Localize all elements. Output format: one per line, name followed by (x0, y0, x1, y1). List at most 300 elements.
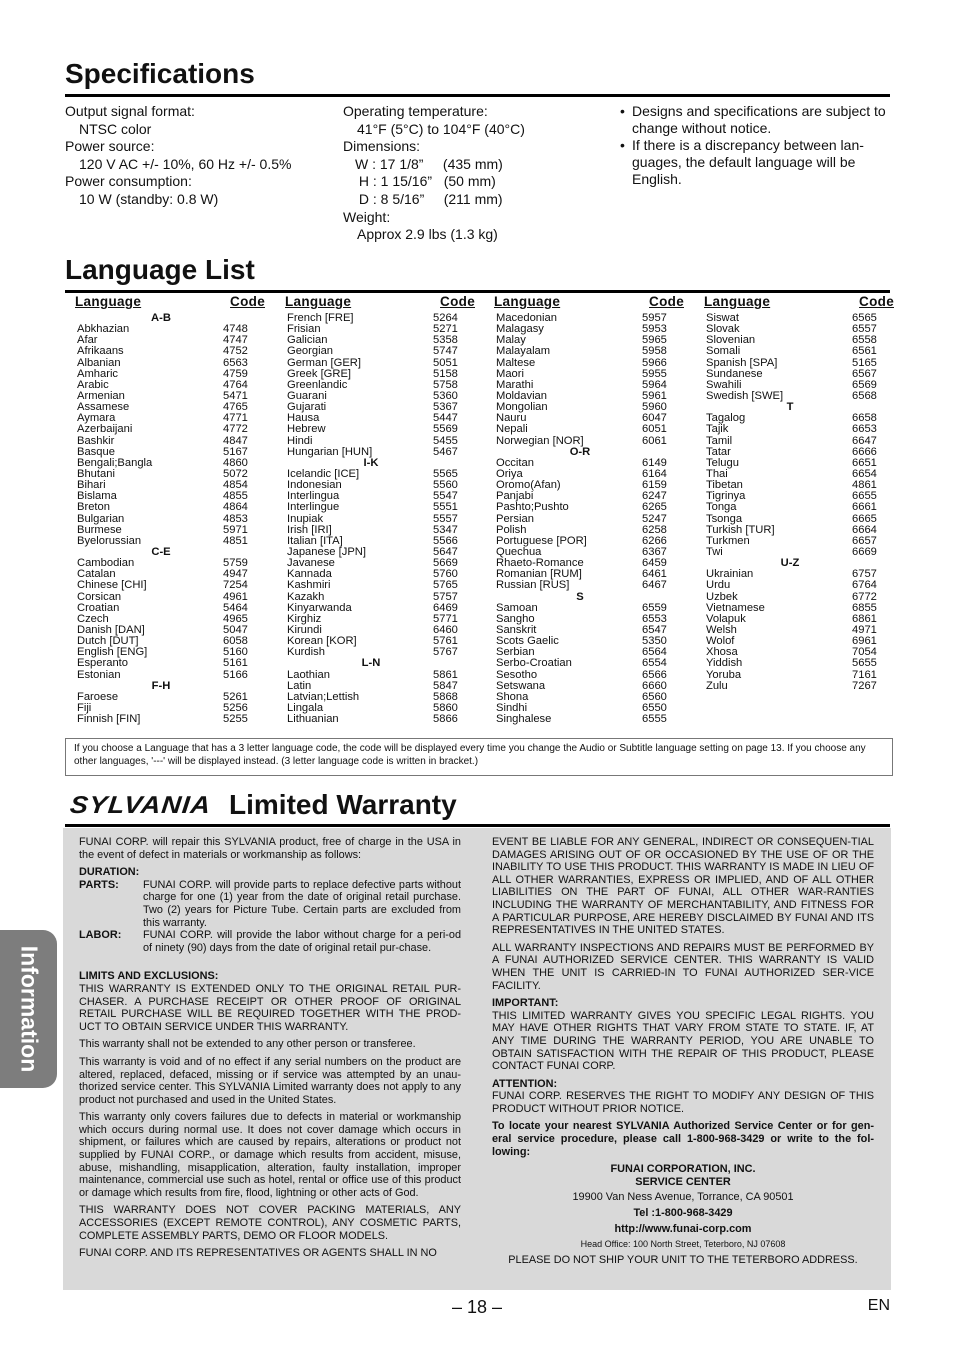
language-code: 4864 (223, 501, 248, 514)
information-tab-label: Information (16, 945, 42, 1073)
language-name: Croatian (77, 602, 120, 614)
language-name: Swedish [SWE] (706, 390, 784, 402)
language-code: 6247 (642, 490, 667, 503)
language-name: Tsonga (706, 513, 743, 525)
language-column-1 (75, 293, 265, 725)
language-code: 5160 (223, 646, 248, 659)
language-row (77, 536, 265, 547)
language-code: 6647 (852, 434, 877, 447)
language-name: Hindi (287, 435, 313, 447)
language-code: 5360 (433, 389, 458, 402)
code-header: Code (230, 294, 265, 309)
language-code: 5166 (223, 668, 248, 681)
language-code: 6564 (642, 646, 667, 659)
language-group-heading: I-K (363, 456, 379, 469)
language-code: 4961 (223, 590, 248, 603)
language-code: 6460 (433, 623, 458, 636)
warranty-heading (70, 789, 457, 821)
language-name: Zulu (706, 680, 728, 692)
spec-note-2: • If there is a discrepancy between lan-guages, the default language will be English. (620, 137, 890, 188)
language-code: 5861 (433, 668, 458, 681)
language-name: Setswana (496, 680, 546, 692)
language-row (287, 447, 475, 458)
no-ship-note: PLEASE DO NOT SHIP YOUR UNIT TO THE TETERBORO ADDRESS. (508, 1253, 858, 1266)
language-code: 6459 (642, 557, 667, 570)
language-code: 4759 (223, 367, 248, 380)
language-row (496, 658, 684, 669)
language-name: Byelorussian (77, 535, 142, 547)
language-code: 6565 (852, 312, 877, 324)
language-name: Marathi (496, 379, 534, 391)
language-code: 5047 (223, 623, 248, 636)
language-name: Breton (77, 502, 110, 514)
language-code: 5271 (433, 323, 458, 336)
language-code: 5771 (433, 612, 458, 625)
language-name: Mongolian (496, 402, 548, 414)
language-group-heading: S (576, 590, 584, 603)
dimension-width: W : 17 1/8” (435 mm) (355, 155, 503, 172)
language-group-heading: O-R (569, 445, 591, 458)
language-code: 5958 (642, 345, 667, 358)
language-code: 5161 (223, 657, 248, 670)
language-name: Fiji (77, 702, 92, 714)
language-name: Telugu (706, 457, 739, 469)
important-text: THIS LIMITED WARRANTY GIVES YOU SPECIFIC LEGAL RIGHTS. YOU MAY HAVE OTHER RIGHTS THAT VARY FROM STATE TO STATE. IF, AT ANY TIME DURING THE WARRANTY PERIOD, YOU ARE UNABLE TO OBTAIN SATISFACTION WITH THE REPAIR OF THIS PRODUCT, PLEASE CONTACT FUNAI CORP. (492, 1009, 874, 1073)
language-row (706, 502, 894, 513)
language-code: 4855 (223, 490, 248, 503)
language-code: 6757 (852, 568, 877, 581)
language-name: Yiddish (706, 658, 743, 670)
language-code: 5471 (223, 389, 248, 402)
language-row (706, 681, 894, 692)
dimensions-label: Dimensions: (343, 138, 421, 155)
language-name: Spanish [SPA] (706, 357, 778, 369)
language-row (77, 658, 265, 669)
language-row (287, 346, 475, 357)
language-row (287, 502, 475, 513)
weight-label: Weight: (343, 208, 391, 225)
power-consumption-label: Power consumption: (65, 173, 192, 190)
language-code: 5847 (433, 679, 458, 692)
language-code: 5569 (433, 423, 458, 436)
language-code: 6664 (852, 523, 877, 536)
language-code: 5957 (642, 312, 667, 324)
language-name: Xhosa (706, 647, 738, 659)
language-name: Malayalam (496, 346, 551, 358)
language-code: 6660 (642, 679, 667, 692)
language-name: Tonga (706, 502, 737, 514)
language-row (287, 514, 475, 525)
operating-temp-label: Operating temperature: (343, 103, 488, 119)
language-code: 6563 (223, 356, 248, 369)
language-name: Amharic (77, 368, 119, 380)
language-name: Turkish [TUR] (706, 524, 775, 536)
language-code: 7267 (852, 679, 877, 692)
language-code: 6653 (852, 423, 877, 436)
language-code: 5960 (642, 401, 667, 414)
language-row (287, 580, 475, 591)
language-code: 4965 (223, 612, 248, 625)
language-row (706, 424, 894, 435)
language-code: 5165 (852, 356, 877, 369)
language-name: Corsican (77, 591, 122, 603)
language-name: Rhaeto-Romance (496, 558, 584, 570)
language-list-title: Language List (65, 254, 255, 285)
language-name: Estonian (77, 669, 121, 681)
language-code: 5961 (642, 389, 667, 402)
language-code: 5971 (223, 523, 248, 536)
warranty-box (63, 828, 891, 1290)
language-row (706, 346, 894, 357)
attention-text: FUNAI CORP. RESERVES THE RIGHT TO MODIFY ANY DESIGN OF THIS PRODUCT WITHOUT PRIOR NOTICE. (492, 1090, 874, 1115)
service-center: SERVICE CENTER (635, 1175, 731, 1188)
language-code: 4847 (223, 434, 248, 447)
language-code: 6666 (852, 445, 877, 458)
warranty-title: Limited Warranty (229, 789, 457, 820)
language-name: Basque (77, 446, 115, 458)
language-code: 5565 (433, 467, 458, 480)
language-row (706, 670, 894, 681)
language-code: 6051 (642, 423, 667, 436)
language-code: 6149 (642, 456, 667, 469)
language-name: Burmese (77, 524, 122, 536)
language-code: 6772 (852, 590, 877, 603)
language-code: 6651 (852, 456, 877, 469)
covers-text: This warranty only covers failures due to defects in material or workmanship which occurs during normal use. It does not cover damage which occurs in shipment, or failures which are caused by repairs, alterations or product not supplied by FUNAI CORP., or damage which results from accident, misuse, abuse, mishandling, misapplication, alteration, faulty installation, improper maintenance, commercial use such as hotel, rental or office use of this product or damage which results from fire, flood, lightning or other acts of God. (79, 1111, 461, 1199)
language-code: 6461 (642, 568, 667, 581)
language-name: Oromo(Afan) (496, 480, 561, 492)
language-name: Galician (287, 335, 328, 347)
language-name: Malay (496, 335, 526, 347)
warranty-rule (65, 824, 890, 827)
language-code: 5464 (223, 601, 248, 614)
labor-text: FUNAI CORP. will provide the labor without charge for a peri-od of ninety (90) days from the date of original retail pur-chase. (143, 929, 461, 954)
language-name: Kirundi (287, 624, 322, 636)
language-name: Arabic (77, 379, 109, 391)
language-code: 6559 (642, 601, 667, 614)
language-code: 6569 (852, 378, 877, 391)
language-name: Greenlandic (287, 379, 348, 391)
language-name: Scots Gaelic (496, 636, 559, 648)
language-name: Kinyarwanda (287, 602, 352, 614)
service-web: http://www.funai-corp.com (614, 1222, 752, 1235)
language-row (496, 714, 684, 725)
language-row (706, 514, 894, 525)
specifications-title: Specifications (65, 58, 255, 89)
language-column-3 (494, 293, 684, 725)
language-name: Bhutani (77, 468, 115, 480)
language-name: Danish [DAN] (77, 624, 145, 636)
language-name: Twi (706, 546, 723, 558)
dimension-height: H : 1 15/16” (50 mm) (355, 173, 496, 190)
language-name: Latvian;Lettish (287, 691, 360, 703)
language-row (706, 592, 894, 603)
dimension-depth: D : 8 5/16” (211 mm) (355, 190, 503, 207)
void-text: This warranty is void and of no effect if any serial numbers on the product are altered, replaced, defaced, missing or if service was attempted by an unau-thorized service center. This SYLVANIA Limited warranty does not apply to any product not purchased and used in the United States. (79, 1055, 461, 1106)
language-name: Kirghiz (287, 613, 322, 625)
language-header: Language (285, 294, 352, 309)
language-name: Sanskrit (496, 624, 537, 636)
limits-label: LIMITS AND EXCLUSIONS: (79, 970, 219, 983)
language-row (706, 580, 894, 591)
language-code: 5760 (433, 568, 458, 581)
language-code: 6655 (852, 490, 877, 503)
language-name: Latin (287, 680, 312, 692)
spec-column-3 (620, 103, 890, 188)
language-column-header (285, 293, 475, 313)
language-name: Slovenian (706, 335, 756, 347)
language-header: Language (704, 294, 771, 309)
language-row (496, 436, 684, 447)
language-code: 4861 (852, 479, 877, 492)
language-row (496, 514, 684, 525)
language-name: Kazakh (287, 591, 325, 603)
language-row (287, 670, 475, 681)
language-code: 6665 (852, 512, 877, 525)
language-code: 6657 (852, 534, 877, 547)
language-code: 5261 (223, 690, 248, 703)
language-name: Hebrew (287, 424, 326, 436)
language-name: Czech (77, 613, 109, 625)
language-name: Bashkir (77, 435, 115, 447)
language-name: Esperanto (77, 658, 128, 670)
language-name: Frisian (287, 324, 321, 336)
power-source-value: 120 V AC +/- 10%, 60 Hz +/- 0.5% (79, 155, 292, 172)
warranty-intro: FUNAI CORP. will repair this SYLVANIA product, free of charge in the USA in the event of defect in materials or workmanship as follows: (79, 836, 461, 861)
language-name: Maori (496, 368, 524, 380)
language-name: Guarani (287, 390, 327, 402)
attention-label: ATTENTION: (492, 1077, 558, 1090)
language-name: Russian [RUS] (496, 580, 570, 592)
language-row (77, 346, 265, 357)
language-code: 7254 (223, 579, 248, 592)
parts-term (79, 879, 461, 929)
language-code: 6266 (642, 534, 667, 547)
language-code: 5759 (223, 557, 248, 570)
language-code: 5455 (433, 434, 458, 447)
language-name: Hungarian [HUN] (287, 446, 373, 458)
language-name: Macedonian (496, 313, 557, 324)
language-code: 5747 (433, 345, 458, 358)
language-name: Turkmen (706, 535, 750, 547)
language-name: Faroese (77, 691, 119, 703)
language-code: 6560 (642, 690, 667, 703)
language-name: Kurdish (287, 647, 325, 659)
language-column-2 (285, 293, 475, 725)
language-code: 5953 (642, 323, 667, 336)
language-name: Afrikaans (77, 346, 124, 358)
event-text: EVENT BE LIABLE FOR ANY GENERAL, INDIRECT OR CONSEQUEN-TIAL DAMAGES ARISING OUT OF OR OCCASIONED BY THE USE OF OR THE INABILITY TO USE THIS PRODUCT. THIS WARRANTY IS MADE IN LIEU OF ALL OTHER WARRANTIES, EXPRESS OR IMPLIED, AND OF ALL OTHER LIABILITIES ON THE PART OF FUNAI, ALL OTHER WAR-RANTIES INCLUDING THE WARRANTY OF MERCHANTABILITY, AND FITNESS FOR A PARTICULAR PURPOSE, ARE HEREBY DISCLAIMED BY FUNAI AND ITS REPRESENTATIVES IN THE UNITED STATES. (492, 836, 874, 937)
language-code: 4764 (223, 378, 248, 391)
language-code: 6547 (642, 623, 667, 636)
language-name: Cambodian (77, 558, 135, 570)
spec-notes (620, 103, 890, 188)
language-name: Tatar (706, 446, 731, 458)
language-code: 4747 (223, 334, 248, 347)
language-name: Tigrinya (706, 491, 746, 503)
language-name: Aymara (77, 413, 116, 425)
language-name: Maltese (496, 357, 536, 369)
language-code: 5758 (433, 378, 458, 391)
language-code: 6553 (642, 612, 667, 625)
language-name: Laothian (287, 669, 330, 681)
language-name: Tibetan (706, 480, 743, 492)
language-code: 5965 (642, 334, 667, 347)
output-signal-label: Output signal format: (65, 103, 195, 119)
language-name: Singhalese (496, 714, 552, 726)
language-code: 5669 (433, 557, 458, 570)
language-name: Japanese [JPN] (287, 546, 366, 558)
language-code: 6861 (852, 612, 877, 625)
language-name: Tagalog (706, 413, 746, 425)
language-name: Ukrainian (706, 569, 754, 581)
language-row (287, 647, 475, 658)
language-name: Indonesian (287, 480, 342, 492)
language-code: 5347 (433, 523, 458, 536)
language-code: 4854 (223, 479, 248, 492)
language-code: 6550 (642, 701, 667, 714)
language-name: Sundanese (706, 368, 763, 380)
language-code: 4752 (223, 345, 248, 358)
language-name: Serbian (496, 647, 535, 659)
language-name: Moldavian (496, 390, 547, 402)
language-name: Nauru (496, 413, 527, 425)
language-code: 5860 (433, 701, 458, 714)
language-code: 5966 (642, 356, 667, 369)
language-name: Urdu (706, 580, 731, 592)
language-name: Wolof (706, 636, 735, 648)
language-name: Shona (496, 691, 529, 703)
language-group-heading: L-N (361, 657, 381, 670)
language-code: 4771 (223, 412, 248, 425)
language-name: Pashto;Pushto (496, 502, 569, 514)
language-code: 6467 (642, 579, 667, 592)
power-source-label: Power source: (65, 138, 155, 155)
language-code: 5547 (433, 490, 458, 503)
language-column-body (494, 313, 684, 725)
language-indicator: EN (867, 1297, 890, 1314)
language-row (77, 714, 265, 725)
language-code: 6258 (642, 523, 667, 536)
language-code: 5256 (223, 701, 248, 714)
language-code: 5264 (433, 312, 458, 324)
language-name: Catalan (77, 569, 116, 581)
language-code: 6558 (852, 334, 877, 347)
language-code: 4971 (852, 623, 877, 636)
language-name: Occitan (496, 457, 534, 469)
language-name: Albanian (77, 357, 121, 369)
language-header: Language (494, 294, 561, 309)
language-code: 6764 (852, 579, 877, 592)
language-name: Icelandic [ICE] (287, 468, 360, 480)
language-code: 5868 (433, 690, 458, 703)
language-name: Sesotho (496, 669, 538, 681)
language-code: 6557 (852, 323, 877, 336)
labor-term (79, 929, 461, 954)
language-row (287, 714, 475, 725)
language-code: 5767 (433, 646, 458, 659)
agents-text: FUNAI CORP. AND ITS REPRESENTATIVES OR AGENTS SHALL IN NO (79, 1247, 437, 1260)
language-row (496, 346, 684, 357)
language-name: English [ENG] (77, 647, 148, 659)
language-name: Hausa (287, 413, 320, 425)
language-row (287, 592, 475, 603)
language-name: Yoruba (706, 669, 742, 681)
operating-temp-value: 41°F (5°C) to 104°F (40°C) (357, 120, 525, 137)
service-address: 19900 Van Ness Avenue, Torrance, CA 90501 (572, 1191, 794, 1204)
warranty-column-right (492, 836, 874, 1266)
language-row (77, 580, 265, 591)
language-code: 4947 (223, 568, 248, 581)
language-name: Volapuk (706, 613, 746, 625)
language-name: Portuguese [POR] (496, 535, 587, 547)
code-header: Code (440, 294, 475, 309)
language-code: 5557 (433, 512, 458, 525)
transfer-text: This warranty shall not be extended to any other person or transferee. (79, 1038, 416, 1051)
parts-label: PARTS: (79, 878, 119, 891)
language-name: Sindhi (496, 702, 528, 714)
language-code: 6658 (852, 412, 877, 425)
language-name: Finnish [FIN] (77, 714, 141, 726)
language-code: 7161 (852, 668, 877, 681)
language-row (77, 514, 265, 525)
language-code: 6554 (642, 657, 667, 670)
language-name: Swahili (706, 379, 742, 391)
language-name: Greek [GRE] (287, 368, 352, 380)
language-code: 6061 (642, 434, 667, 447)
language-code: 4772 (223, 423, 248, 436)
language-code: 5560 (433, 479, 458, 492)
language-column-4 (704, 293, 894, 692)
language-column-header (704, 293, 894, 313)
language-code: 6159 (642, 479, 667, 492)
service-tel: Tel :1-800-968-3429 (633, 1207, 733, 1220)
language-code: 5955 (642, 367, 667, 380)
power-consumption-value: 10 W (standby: 0.8 W) (79, 190, 219, 207)
language-row (77, 592, 265, 603)
language-name: Nepali (496, 424, 528, 436)
language-code: 4860 (223, 456, 248, 469)
warranty-column-left (79, 836, 461, 1265)
language-name: German [GER] (287, 357, 361, 369)
language-code: 5655 (852, 657, 877, 670)
page-number: – 18 – (451, 1297, 503, 1317)
language-name: Uzbek (706, 591, 738, 603)
information-side-tab (0, 930, 57, 1088)
language-code: 5866 (433, 713, 458, 726)
weight-value: Approx 2.9 lbs (1.3 kg) (357, 226, 498, 243)
language-code: 6555 (642, 713, 667, 726)
language-row (77, 424, 265, 435)
language-code: 5367 (433, 401, 458, 414)
head-office: Head Office: 100 North Street, Teterboro, NJ 07608 (580, 1239, 786, 1250)
language-name: Lithuanian (287, 714, 339, 726)
language-code: 6265 (642, 501, 667, 514)
language-name: Bengali;Bangla (77, 457, 153, 469)
packing-text: THIS WARRANTY DOES NOT COVER PACKING MATERIALS, ANY ACCESSORIES (EXCEPT REMOTE CONTROL), ANY COSMETIC PARTS, COMPLETE ASSEMBLY PARTS, DEMO OR FLOOR MODELS. (79, 1204, 461, 1242)
language-name: Assamese (77, 402, 130, 414)
language-code: 6566 (642, 668, 667, 681)
language-name: French [FRE] (287, 313, 354, 324)
language-code: 6164 (642, 467, 667, 480)
language-name: Interlingua (287, 491, 340, 503)
language-code: 5551 (433, 501, 458, 514)
language-row (287, 424, 475, 435)
code-header: Code (649, 294, 684, 309)
language-code: 5447 (433, 412, 458, 425)
language-name: Irish [IRI] (287, 524, 332, 536)
spec-column-1 (65, 103, 291, 209)
